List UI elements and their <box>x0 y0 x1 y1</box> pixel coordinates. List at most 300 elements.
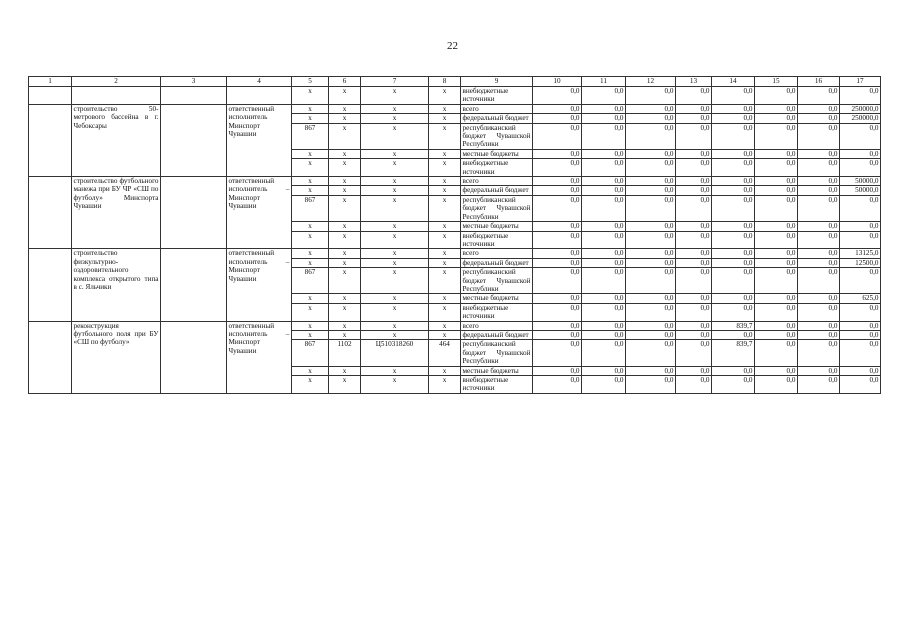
amount-cell: 0,0 <box>840 330 881 339</box>
amount-cell: 0,0 <box>798 294 840 303</box>
amount-cell: 0,0 <box>626 231 676 249</box>
kbk-type-cell: x <box>429 149 461 158</box>
amount-cell: 0,0 <box>626 303 676 321</box>
kbk-target-cell: x <box>361 87 429 105</box>
kbk-type-cell: x <box>429 177 461 186</box>
amount-cell: 0,0 <box>626 340 676 366</box>
kbk-target-cell: x <box>361 330 429 339</box>
amount-cell: 0,0 <box>676 303 712 321</box>
kbk-type-cell: x <box>429 268 461 294</box>
amount-cell: 0,0 <box>840 123 881 149</box>
amount-cell: 0,0 <box>582 258 626 267</box>
amount-cell: 0,0 <box>840 303 881 321</box>
amount-cell: 0,0 <box>533 294 582 303</box>
amount-cell: 50000,0 <box>840 186 881 195</box>
kbk-admin-cell: x <box>292 366 329 375</box>
amount-cell: 0,0 <box>755 104 798 113</box>
kbk-admin-cell: x <box>292 177 329 186</box>
amount-cell: 0,0 <box>712 159 755 177</box>
funding-source-cell: федеральный бюджет <box>461 258 533 267</box>
amount-cell: 0,0 <box>533 303 582 321</box>
amount-cell: 0,0 <box>712 222 755 231</box>
amount-cell: 0,0 <box>798 123 840 149</box>
amount-cell: 0,0 <box>798 330 840 339</box>
amount-cell: 0,0 <box>582 366 626 375</box>
amount-cell: 12500,0 <box>840 258 881 267</box>
kbk-target-cell: x <box>361 321 429 330</box>
amount-cell: 0,0 <box>582 104 626 113</box>
amount-cell: 0,0 <box>755 294 798 303</box>
column-header: 8 <box>429 77 461 87</box>
column-header: 6 <box>329 77 361 87</box>
kbk-admin-cell: x <box>292 149 329 158</box>
amount-cell: 0,0 <box>755 330 798 339</box>
amount-cell: 0,0 <box>755 303 798 321</box>
table-header <box>29 77 881 87</box>
amount-cell: 50000,0 <box>840 177 881 186</box>
amount-cell: 0,0 <box>676 87 712 105</box>
empty-cell <box>161 87 227 105</box>
amount-cell: 0,0 <box>798 340 840 366</box>
kbk-type-cell: x <box>429 186 461 195</box>
amount-cell: 0,0 <box>798 114 840 123</box>
amount-cell: 0,0 <box>798 87 840 105</box>
funding-source-cell: федеральный бюджет <box>461 114 533 123</box>
executor-cell: ответственный исполнитель – Минспорт Чувашии <box>227 249 292 321</box>
amount-cell: 0,0 <box>798 366 840 375</box>
kbk-type-cell: x <box>429 222 461 231</box>
executor-cell: ответственный исполнитель – Минспорт Чувашии <box>227 177 292 249</box>
amount-cell: 0,0 <box>533 330 582 339</box>
kbk-type-cell: 464 <box>429 340 461 366</box>
amount-cell: 0,0 <box>533 186 582 195</box>
amount-cell: 0,0 <box>533 249 582 258</box>
amount-cell: 0,0 <box>712 104 755 113</box>
amount-cell: 0,0 <box>582 222 626 231</box>
kbk-type-cell: x <box>429 114 461 123</box>
amount-cell: 0,0 <box>676 376 712 394</box>
funding-source-cell: внебюджетные источники <box>461 303 533 321</box>
amount-cell: 0,0 <box>676 249 712 258</box>
amount-cell: 0,0 <box>582 177 626 186</box>
kbk-section-cell: x <box>329 303 361 321</box>
amount-cell: 0,0 <box>712 376 755 394</box>
column-header: 1 <box>29 77 72 87</box>
amount-cell: 0,0 <box>755 87 798 105</box>
page-number: 22 <box>447 40 458 52</box>
amount-cell: 0,0 <box>755 159 798 177</box>
funding-source-cell: республиканский бюджет Чувашской Республики <box>462 340 531 366</box>
kbk-type-cell: x <box>429 366 461 375</box>
executor-cell: ответственный исполнитель Минспорт Чувашии <box>227 104 292 176</box>
amount-cell: 0,0 <box>755 186 798 195</box>
amount-cell: 0,0 <box>676 294 712 303</box>
kbk-section-cell: x <box>329 376 361 394</box>
amount-cell: 0,0 <box>755 114 798 123</box>
amount-cell: 0,0 <box>533 321 582 330</box>
amount-cell: 0,0 <box>626 366 676 375</box>
amount-cell: 0,0 <box>676 159 712 177</box>
amount-cell: 0,0 <box>840 87 881 105</box>
amount-cell: 0,0 <box>755 258 798 267</box>
funding-source-cell: федеральный бюджет <box>461 186 533 195</box>
row-number-cell <box>29 177 72 249</box>
amount-cell: 0,0 <box>626 104 676 113</box>
funding-source-cell: местные бюджеты <box>461 366 533 375</box>
row-number-cell <box>29 104 72 176</box>
kbk-type-cell: x <box>429 376 461 394</box>
kbk-type-cell: x <box>429 330 461 339</box>
amount-cell: 0,0 <box>712 231 755 249</box>
kbk-admin-cell: x <box>292 330 329 339</box>
kbk-section-cell: x <box>329 123 361 149</box>
amount-cell: 0,0 <box>582 249 626 258</box>
amount-cell: 0,0 <box>582 195 626 221</box>
kbk-type-cell: x <box>429 321 461 330</box>
kbk-target-cell: x <box>361 258 429 267</box>
funding-source-cell: внебюджетные источники <box>461 159 533 177</box>
amount-cell: 839,7 <box>712 321 755 330</box>
amount-cell: 0,0 <box>626 186 676 195</box>
amount-cell: 0,0 <box>840 268 881 294</box>
kbk-section-cell: x <box>329 195 361 221</box>
amount-cell: 0,0 <box>840 376 881 394</box>
amount-cell: 0,0 <box>626 195 676 221</box>
kbk-target-cell: x <box>361 303 429 321</box>
amount-cell: 0,0 <box>712 114 755 123</box>
kbk-admin-cell: 867 <box>292 340 329 366</box>
amount-cell: 0,0 <box>798 104 840 113</box>
amount-cell: 0,0 <box>755 249 798 258</box>
amount-cell: 0,0 <box>798 195 840 221</box>
amount-cell: 0,0 <box>676 104 712 113</box>
amount-cell: 0,0 <box>755 149 798 158</box>
amount-cell: 0,0 <box>755 376 798 394</box>
amount-cell: 0,0 <box>676 186 712 195</box>
kbk-section-cell: x <box>329 366 361 375</box>
amount-cell: 0,0 <box>755 123 798 149</box>
event-description-cell: строительство физкультурно-оздоровительного комплекса открытого типа в с. Яльчики <box>72 249 161 321</box>
kbk-target-cell: x <box>361 231 429 249</box>
kbk-section-cell: x <box>329 104 361 113</box>
column-header: 15 <box>755 77 798 87</box>
kbk-admin-cell: x <box>292 321 329 330</box>
kbk-section-cell: x <box>329 268 361 294</box>
amount-cell: 0,0 <box>798 231 840 249</box>
kbk-admin-cell: x <box>292 222 329 231</box>
row-number-cell <box>29 321 72 393</box>
kbk-type-cell: x <box>429 104 461 113</box>
executor-cell: ответственный исполнитель – Минспорт Чувашии <box>227 321 292 393</box>
amount-cell: 0,0 <box>582 321 626 330</box>
amount-cell: 0,0 <box>676 149 712 158</box>
amount-cell: 0,0 <box>798 149 840 158</box>
amount-cell: 0,0 <box>798 186 840 195</box>
amount-cell: 0,0 <box>582 376 626 394</box>
amount-cell: 0,0 <box>533 376 582 394</box>
amount-cell: 0,0 <box>755 222 798 231</box>
column-header: 5 <box>292 77 329 87</box>
empty-cell <box>161 321 227 393</box>
table-row <box>29 87 881 105</box>
table-row <box>29 321 881 330</box>
amount-cell: 0,0 <box>626 177 676 186</box>
kbk-admin-cell: x <box>292 303 329 321</box>
amount-cell: 0,0 <box>533 123 582 149</box>
amount-cell: 0,0 <box>676 123 712 149</box>
kbk-type-cell: x <box>429 258 461 267</box>
amount-cell: 0,0 <box>533 222 582 231</box>
empty-cell <box>29 87 72 105</box>
kbk-target-cell: x <box>361 222 429 231</box>
amount-cell: 0,0 <box>626 294 676 303</box>
amount-cell: 0,0 <box>755 340 798 366</box>
funding-source-cell: местные бюджеты <box>461 149 533 158</box>
funding-source-cell: всего <box>461 249 533 258</box>
amount-cell: 0,0 <box>676 268 712 294</box>
amount-cell: 250000,0 <box>840 114 881 123</box>
amount-cell: 0,0 <box>533 268 582 294</box>
amount-cell: 0,0 <box>840 159 881 177</box>
amount-cell: 0,0 <box>840 231 881 249</box>
kbk-admin-cell: x <box>292 159 329 177</box>
column-header: 9 <box>461 77 533 87</box>
funding-source-cell: республиканский бюджет Чувашской Республики <box>462 195 531 221</box>
kbk-admin-cell: x <box>292 294 329 303</box>
kbk-type-cell: x <box>429 294 461 303</box>
funding-source-cell: местные бюджеты <box>461 222 533 231</box>
amount-cell: 0,0 <box>533 149 582 158</box>
amount-cell: 0,0 <box>840 366 881 375</box>
amount-cell: 0,0 <box>582 294 626 303</box>
empty-cell <box>161 177 227 249</box>
amount-cell: 0,0 <box>712 195 755 221</box>
amount-cell: 0,0 <box>676 222 712 231</box>
kbk-admin-cell: x <box>292 104 329 113</box>
amount-cell: 0,0 <box>712 330 755 339</box>
kbk-section-cell: x <box>329 159 361 177</box>
budget-table <box>28 76 881 394</box>
kbk-section-cell: x <box>329 330 361 339</box>
amount-cell: 0,0 <box>582 340 626 366</box>
kbk-section-cell: x <box>329 294 361 303</box>
column-header: 4 <box>227 77 292 87</box>
kbk-admin-cell: x <box>292 258 329 267</box>
amount-cell: 0,0 <box>712 177 755 186</box>
amount-cell: 0,0 <box>676 366 712 375</box>
kbk-admin-cell: x <box>292 231 329 249</box>
kbk-target-cell: x <box>361 268 429 294</box>
amount-cell: 625,0 <box>840 294 881 303</box>
amount-cell: 0,0 <box>755 321 798 330</box>
amount-cell: 0,0 <box>712 258 755 267</box>
amount-cell: 0,0 <box>712 123 755 149</box>
kbk-admin-cell: x <box>292 87 329 105</box>
amount-cell: 0,0 <box>582 303 626 321</box>
column-header: 14 <box>712 77 755 87</box>
amount-cell: 0,0 <box>676 321 712 330</box>
funding-source-cell: местные бюджеты <box>461 294 533 303</box>
column-header: 10 <box>533 77 582 87</box>
amount-cell: 0,0 <box>626 376 676 394</box>
column-header: 11 <box>582 77 626 87</box>
amount-cell: 0,0 <box>533 195 582 221</box>
amount-cell: 0,0 <box>582 268 626 294</box>
amount-cell: 0,0 <box>676 330 712 339</box>
kbk-section-cell: x <box>329 231 361 249</box>
event-description-cell: реконструкция футбольного поля при БУ «СШ по футболу» <box>72 321 161 393</box>
kbk-target-cell: x <box>361 123 429 149</box>
amount-cell: 0,0 <box>533 159 582 177</box>
column-header: 17 <box>840 77 881 87</box>
column-header: 16 <box>798 77 840 87</box>
amount-cell: 0,0 <box>582 159 626 177</box>
amount-cell: 0,0 <box>582 123 626 149</box>
amount-cell: 0,0 <box>798 177 840 186</box>
amount-cell: 0,0 <box>798 321 840 330</box>
kbk-type-cell: x <box>429 303 461 321</box>
amount-cell: 0,0 <box>676 231 712 249</box>
amount-cell: 0,0 <box>626 222 676 231</box>
table-body <box>29 87 881 394</box>
amount-cell: 0,0 <box>840 340 881 366</box>
amount-cell: 0,0 <box>755 268 798 294</box>
amount-cell: 0,0 <box>533 231 582 249</box>
empty-cell <box>161 249 227 321</box>
column-header: 13 <box>676 77 712 87</box>
amount-cell: 0,0 <box>755 177 798 186</box>
kbk-section-cell: x <box>329 249 361 258</box>
amount-cell: 13125,0 <box>840 249 881 258</box>
amount-cell: 0,0 <box>840 149 881 158</box>
amount-cell: 0,0 <box>840 222 881 231</box>
amount-cell: 0,0 <box>626 114 676 123</box>
column-header: 3 <box>161 77 227 87</box>
funding-source-cell: республиканский бюджет Чувашской Республики <box>462 268 531 293</box>
kbk-type-cell: x <box>429 231 461 249</box>
amount-cell: 250000,0 <box>840 104 881 113</box>
kbk-section-cell: 1102 <box>329 340 361 366</box>
kbk-section-cell: x <box>329 258 361 267</box>
amount-cell: 0,0 <box>712 87 755 105</box>
amount-cell: 0,0 <box>798 159 840 177</box>
amount-cell: 0,0 <box>712 366 755 375</box>
event-description-cell: строительство футбольного манежа при БУ ЧР «СШ по футболу» Минспорта Чувашии <box>72 177 161 249</box>
kbk-admin-cell: 867 <box>292 268 329 294</box>
amount-cell: 0,0 <box>533 366 582 375</box>
amount-cell: 0,0 <box>533 87 582 105</box>
empty-cell <box>72 87 161 105</box>
event-description-cell: строительство 50-метрового бассейна в г. Чебоксары <box>72 104 161 176</box>
amount-cell: 0,0 <box>626 123 676 149</box>
amount-cell: 0,0 <box>712 186 755 195</box>
amount-cell: 0,0 <box>676 258 712 267</box>
kbk-target-cell: x <box>361 366 429 375</box>
empty-cell <box>227 87 292 105</box>
kbk-target-cell: x <box>361 114 429 123</box>
amount-cell: 0,0 <box>840 321 881 330</box>
funding-source-cell: внебюджетные источники <box>461 231 533 249</box>
amount-cell: 0,0 <box>582 149 626 158</box>
kbk-section-cell: x <box>329 186 361 195</box>
kbk-target-cell: x <box>361 186 429 195</box>
kbk-target-cell: x <box>361 159 429 177</box>
kbk-type-cell: x <box>429 123 461 149</box>
amount-cell: 0,0 <box>533 340 582 366</box>
funding-source-cell: всего <box>461 177 533 186</box>
amount-cell: 0,0 <box>626 258 676 267</box>
amount-cell: 0,0 <box>626 321 676 330</box>
kbk-type-cell: x <box>429 195 461 221</box>
funding-source-cell: республиканский бюджет Чувашской Республики <box>462 123 531 149</box>
amount-cell: 0,0 <box>712 149 755 158</box>
amount-cell: 0,0 <box>712 294 755 303</box>
kbk-target-cell: x <box>361 177 429 186</box>
kbk-type-cell: x <box>429 87 461 105</box>
amount-cell: 0,0 <box>676 340 712 366</box>
empty-cell <box>161 104 227 176</box>
amount-cell: 0,0 <box>582 186 626 195</box>
amount-cell: 0,0 <box>626 159 676 177</box>
amount-cell: 0,0 <box>626 87 676 105</box>
kbk-section-cell: x <box>329 149 361 158</box>
amount-cell: 0,0 <box>533 104 582 113</box>
table-row <box>29 104 881 113</box>
amount-cell: 0,0 <box>712 303 755 321</box>
kbk-target-cell: x <box>361 104 429 113</box>
amount-cell: 0,0 <box>798 268 840 294</box>
column-header: 2 <box>72 77 161 87</box>
column-header: 12 <box>626 77 676 87</box>
amount-cell: 0,0 <box>798 303 840 321</box>
funding-source-cell: всего <box>461 104 533 113</box>
funding-source-cell: внебюджетные источники <box>461 87 533 105</box>
amount-cell: 0,0 <box>676 177 712 186</box>
kbk-target-cell: x <box>361 149 429 158</box>
amount-cell: 0,0 <box>755 231 798 249</box>
funding-source-cell: федеральный бюджет <box>461 330 533 339</box>
amount-cell: 0,0 <box>798 258 840 267</box>
amount-cell: 0,0 <box>712 249 755 258</box>
column-header: 7 <box>361 77 429 87</box>
kbk-section-cell: x <box>329 114 361 123</box>
amount-cell: 0,0 <box>582 87 626 105</box>
kbk-type-cell: x <box>429 159 461 177</box>
amount-cell: 0,0 <box>533 177 582 186</box>
kbk-target-cell: x <box>361 376 429 394</box>
table-row <box>29 177 881 186</box>
kbk-target-cell: x <box>361 294 429 303</box>
amount-cell: 0,0 <box>755 195 798 221</box>
kbk-target-cell: x <box>361 195 429 221</box>
amount-cell: 0,0 <box>798 376 840 394</box>
kbk-admin-cell: x <box>292 376 329 394</box>
amount-cell: 0,0 <box>712 268 755 294</box>
row-number-cell <box>29 249 72 321</box>
amount-cell: 0,0 <box>626 268 676 294</box>
amount-cell: 0,0 <box>533 258 582 267</box>
kbk-admin-cell: 867 <box>292 195 329 221</box>
amount-cell: 0,0 <box>582 114 626 123</box>
kbk-section-cell: x <box>329 321 361 330</box>
amount-cell: 0,0 <box>798 222 840 231</box>
amount-cell: 0,0 <box>626 330 676 339</box>
amount-cell: 0,0 <box>582 231 626 249</box>
amount-cell: 839,7 <box>712 340 755 366</box>
kbk-section-cell: x <box>329 177 361 186</box>
kbk-admin-cell: 867 <box>292 123 329 149</box>
funding-source-cell: всего <box>461 321 533 330</box>
